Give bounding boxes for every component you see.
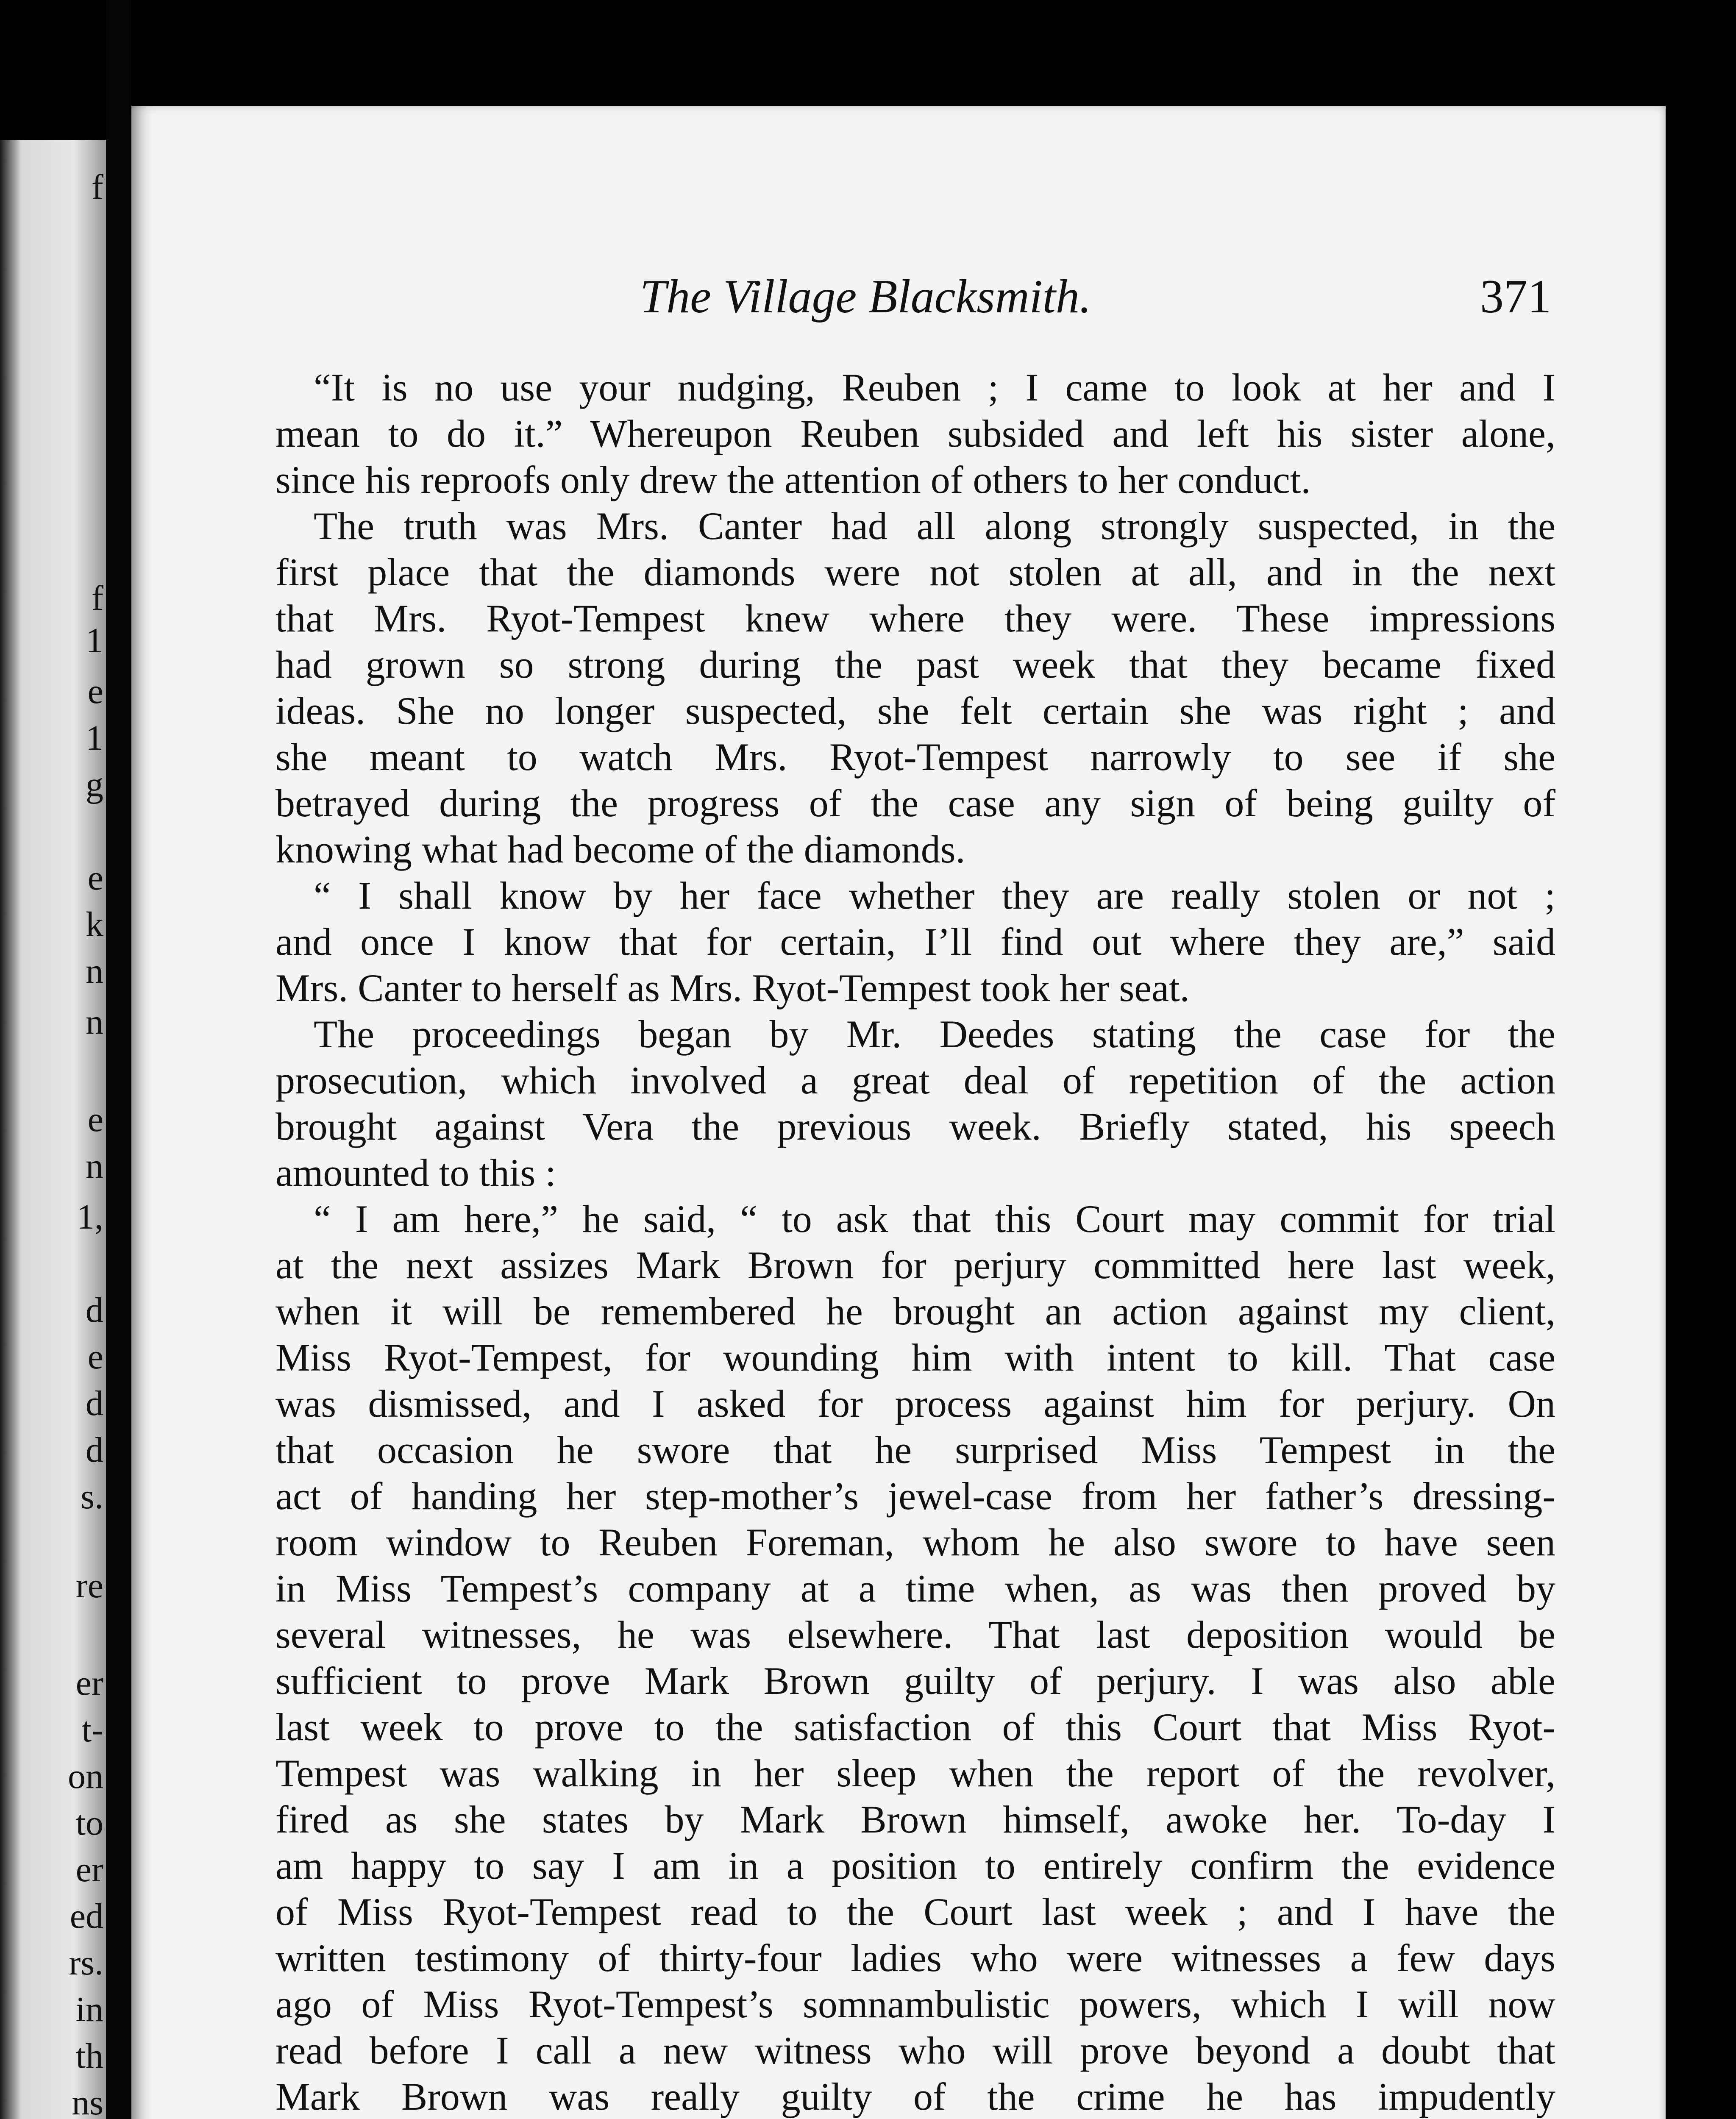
text-line: read before I call a new witness who will prove beyond a doubt that bbox=[275, 2029, 1555, 2072]
facing-fragment: ed bbox=[70, 1897, 103, 1936]
text-line: fired as she states by Mark Brown himself, awoke her. To-day I bbox=[275, 1798, 1555, 1841]
facing-fragment: d bbox=[86, 1430, 103, 1470]
facing-fragment: k bbox=[86, 905, 103, 944]
text-line: “It is no use your nudging, Reuben ; I came to look at her and I bbox=[314, 366, 1555, 409]
text-line: Mark Brown was really guilty of the crime he has impudently bbox=[275, 2075, 1555, 2118]
facing-fragment: n bbox=[86, 1002, 103, 1042]
facing-fragment: e bbox=[87, 1100, 103, 1139]
book-gutter bbox=[106, 0, 131, 2119]
text-line: prosecution, which involved a great deal of repetition of the action bbox=[275, 1059, 1555, 1102]
facing-fragment: s. bbox=[81, 1477, 103, 1516]
facing-fragment: er bbox=[75, 1850, 103, 1889]
text-line: “ I am here,” he said, “ to ask that this Court may commit for trial bbox=[314, 1197, 1555, 1240]
text-line: written testimony of thirty-four ladies who were witnesses a few days bbox=[275, 1936, 1555, 1980]
facing-fragment: e bbox=[87, 1337, 103, 1377]
facing-page-fragments bbox=[0, 140, 103, 2119]
text-line: that occasion he swore that he surprised Miss Tempest in the bbox=[275, 1428, 1555, 1471]
text-line: of Miss Ryot-Tempest read to the Court last week ; and I have the bbox=[275, 1890, 1555, 1933]
text-line: act of handing her step-mother’s jewel-case from her father’s dressing- bbox=[275, 1474, 1555, 1518]
facing-page-edge bbox=[0, 140, 106, 2119]
facing-fragment: d bbox=[86, 1384, 103, 1423]
text-line: Mrs. Canter to herself as Mrs. Ryot-Tempest took her seat. bbox=[275, 966, 1190, 1009]
book-page bbox=[131, 106, 1666, 2119]
facing-fragment: f bbox=[92, 167, 103, 207]
text-line: first place that the diamonds were not stolen at all, and in the next bbox=[275, 551, 1555, 594]
facing-fragment: th bbox=[75, 2036, 103, 2076]
facing-fragment: to bbox=[75, 1803, 103, 1843]
running-title: The Village Blacksmith. bbox=[640, 270, 1091, 323]
text-line: knowing what had become of the diamonds. bbox=[275, 828, 965, 871]
text-line: had grown so strong during the past week that they became fixed bbox=[275, 643, 1555, 686]
facing-fragment: e bbox=[87, 858, 103, 898]
text-line: mean to do it.” Whereupon Reuben subsided and left his sister alone, bbox=[275, 412, 1555, 455]
text-line: Tempest was walking in her sleep when the report of the revolver, bbox=[275, 1752, 1555, 1795]
text-line: and once I know that for certain, I’ll find out where they are,” said bbox=[275, 920, 1555, 963]
text-line: brought against Vera the previous week. Briefly stated, his speech bbox=[275, 1105, 1555, 1148]
page-number: 371 bbox=[1480, 270, 1551, 323]
facing-fragment: in bbox=[75, 1990, 103, 2029]
text-line: at the next assizes Mark Brown for perjury committed here last week, bbox=[275, 1243, 1555, 1287]
facing-fragment: re bbox=[75, 1566, 103, 1605]
text-line: The truth was Mrs. Canter had all along strongly suspected, in the bbox=[314, 504, 1555, 548]
facing-fragment: er bbox=[75, 1663, 103, 1703]
text-line: betrayed during the progress of the case any sign of being guilty of bbox=[275, 781, 1555, 825]
text-line: Miss Ryot-Tempest, for wounding him with intent to kill. That case bbox=[275, 1336, 1555, 1379]
text-line: was dismissed, and I asked for process against him for perjury. On bbox=[275, 1382, 1555, 1425]
text-line: “ I shall know by her face whether they are really stolen or not ; bbox=[314, 874, 1555, 917]
facing-fragment: ns bbox=[72, 2083, 103, 2119]
text-line: room window to Reuben Foreman, whom he also swore to have seen bbox=[275, 1521, 1555, 1564]
body-text bbox=[275, 364, 1555, 2119]
text-line: that Mrs. Ryot-Tempest knew where they were. These impressions bbox=[275, 597, 1555, 640]
text-line: last week to prove to the satisfaction of this Court that Miss Ryot- bbox=[275, 1705, 1555, 1749]
text-line: am happy to say I am in a position to entirely confirm the evidence bbox=[275, 1844, 1555, 1887]
text-line: when it will be remembered he brought an action against my client, bbox=[275, 1290, 1555, 1333]
text-line: she meant to watch Mrs. Ryot-Tempest narrowly to see if she bbox=[275, 735, 1555, 779]
facing-fragment: 1, bbox=[77, 1197, 103, 1237]
text-line: amounted to this : bbox=[275, 1151, 556, 1194]
facing-fragment: t- bbox=[81, 1710, 103, 1749]
facing-fragment: rs. bbox=[69, 1943, 103, 1983]
running-header bbox=[131, 267, 1551, 326]
text-line: since his reproofs only drew the attention of others to her conduct. bbox=[275, 458, 1311, 501]
facing-fragment: e bbox=[87, 672, 103, 711]
text-line: in Miss Tempest’s company at a time when, as was then proved by bbox=[275, 1567, 1555, 1610]
facing-fragment: n bbox=[86, 951, 103, 991]
text-line: several witnesses, he was elsewhere. That last deposition would be bbox=[275, 1613, 1555, 1656]
facing-fragment: g bbox=[86, 765, 103, 804]
text-line: ago of Miss Ryot-Tempest’s somnambulistic powers, which I will now bbox=[275, 1983, 1555, 2026]
text-line: sufficient to prove Mark Brown guilty of perjury. I was also able bbox=[275, 1659, 1555, 1702]
text-line: ideas. She no longer suspected, she felt certain she was right ; and bbox=[275, 689, 1555, 732]
facing-fragment: n bbox=[86, 1146, 103, 1186]
facing-fragment: 1 bbox=[86, 718, 103, 758]
facing-fragment: on bbox=[68, 1757, 103, 1796]
text-line: The proceedings began by Mr. Deedes stating the case for the bbox=[314, 1012, 1555, 1056]
facing-fragment: d bbox=[86, 1290, 103, 1330]
facing-fragment: 1 bbox=[86, 621, 103, 660]
facing-fragment: f bbox=[92, 578, 103, 618]
